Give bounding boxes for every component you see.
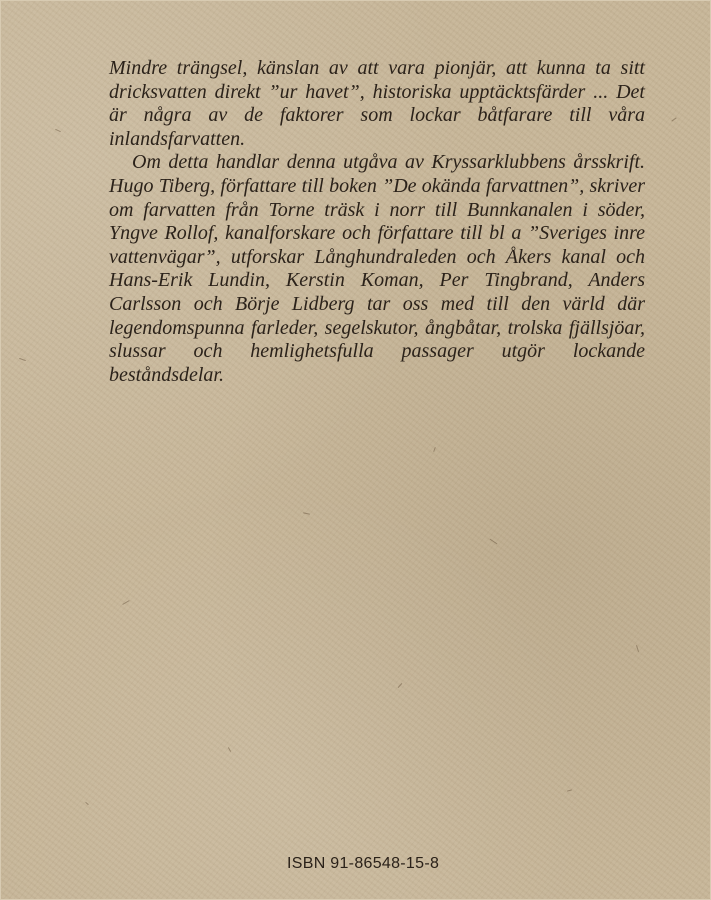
blurb-paragraph: Om detta handlar denna utgåva av Kryssarklubbens årsskrift. Hugo Tiberg, författare till boken ”De okända farvattnen”, skriver om farvatten från Torne träsk i norr till Bunnkanalen i söder, Yngve Rollof, kanalforskare och författare till bl a ”Sveriges inre vattenvägar”, utforskar Långhundraleden och Åkers kanal och Hans-Erik Lundin, Kerstin Koman, Per Tingbrand, Anders Carlsson och Börje Lidberg tar oss med till den värld där legendomspunna farleder, segelskutor, ångbåtar, trolska fjällsjöar, slussar och hemlighetsfulla passager utgör lockande beståndsdelar. <box>109 151 645 386</box>
paper-fleck <box>398 683 403 688</box>
paper-fleck <box>85 802 89 805</box>
paper-fleck <box>19 358 26 361</box>
isbn-number: ISBN 91-86548-15-8 <box>287 855 440 872</box>
blurb-text <box>109 57 645 387</box>
blurb-paragraph: Mindre trängsel, känslan av att vara pionjär, att kunna ta sitt dricksvatten direkt ”ur havet”, historiska upptäcktsfärder ... Det är några av de faktorer som lockar båtfarare till våra inlandsfarvatten. <box>109 57 645 150</box>
paper-fleck <box>567 789 572 791</box>
paper-fleck <box>55 129 61 132</box>
paper-fleck <box>671 117 676 121</box>
paper-fleck <box>433 447 436 452</box>
paper-fleck <box>489 539 497 545</box>
paper-fleck <box>228 747 231 752</box>
paper-fleck <box>636 645 639 652</box>
paper-fleck <box>122 600 129 605</box>
paper-fleck <box>303 512 310 514</box>
